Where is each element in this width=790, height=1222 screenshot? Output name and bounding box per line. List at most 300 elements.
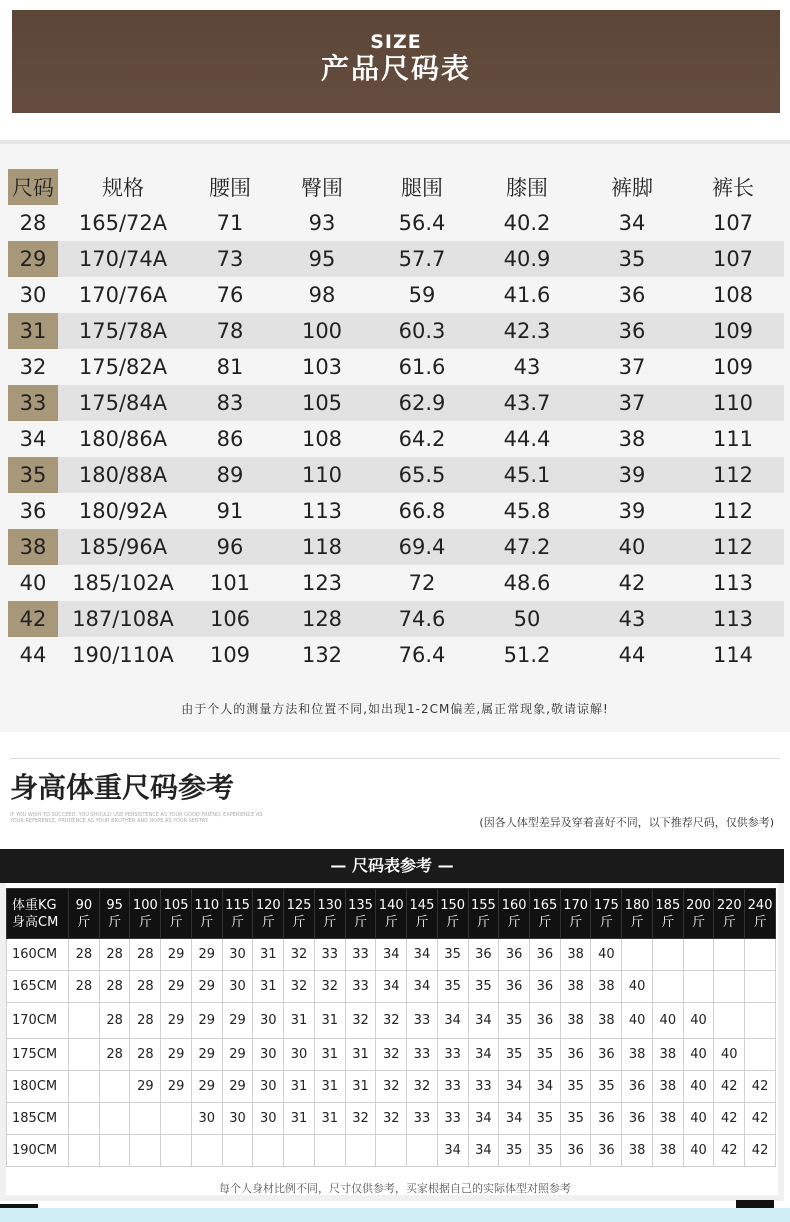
section-divider [10,758,780,759]
size-table-cell: 34 [19,427,47,451]
ref-table-size-cell: 33 [314,939,345,971]
size-table-cell: 113 [301,499,343,523]
size-table-cell: 35 [582,241,682,277]
ref-table-row [7,939,776,971]
size-table-row [8,421,784,457]
size-table-cell: 175/82A [78,355,168,379]
ref-table-size-cell [130,1135,161,1167]
ref-table-weight-header [345,889,376,939]
ref-table-size-cell: 35 [530,1103,561,1135]
size-table-cell: 30 [19,283,47,307]
size-table-cell: 45.8 [503,499,551,523]
ref-table-size-cell: 42 [714,1071,745,1103]
ref-table-weight-header [468,889,499,939]
ref-table-size-cell: 35 [591,1071,622,1103]
decorative-english-text: IF YOU WISH TO SUCCEED, YOU SHOULD USE PERSISTENCE AS YOUR GOOD FRIEND, EXPERIENCE AS YOUR REFERENCE, PRUDENCE AS YOUR BROTHER AND HOPE AS YOUR SENTRY. [10,812,263,824]
header-title-en: SIZE [370,31,422,53]
ref-table-size-cell: 36 [468,939,499,971]
ref-table-size-cell [376,1135,407,1167]
ref-table-size-cell [745,971,776,1003]
size-table-cell: 78 [188,313,272,349]
size-table-cell: 72 [408,571,436,595]
size-table-cell: 132 [301,643,343,667]
ref-table-size-cell: 31 [345,1039,376,1071]
size-table-cell: 51.2 [503,643,551,667]
size-table-row [8,457,784,493]
ref-table-size-cell: 38 [652,1071,683,1103]
ref-table-row [7,1135,776,1167]
ref-table-size-cell: 31 [253,939,284,971]
ref-table-size-cell: 31 [314,1103,345,1135]
weight-value: 90 [75,897,93,913]
ref-table-size-cell: 29 [130,1071,161,1103]
ref-table-size-cell: 33 [437,1039,468,1071]
weight-unit: 斤 [353,914,367,930]
size-table-cell: 44.4 [503,427,551,451]
corner-weight-label: 体重KG [12,897,57,913]
size-table-cell: 40.9 [472,241,582,277]
size-table-cell: 86 [216,427,244,451]
ref-table-size-cell [714,939,745,971]
weight-unit: 斤 [446,914,460,930]
ref-table-height-cell: 170CM [7,1003,69,1039]
ref-table-size-cell [745,1039,776,1071]
ref-table-size-cell: 28 [130,1039,161,1071]
ref-table-height-cell: 175CM [7,1039,69,1071]
size-table-cell: 187/108A [58,601,188,637]
size-table-row [8,241,784,277]
weight-value: 110 [194,897,220,913]
size-table-cell: 76 [216,283,244,307]
size-table-cell: 29 [8,241,58,277]
ref-table-size-cell: 34 [437,1003,468,1039]
ref-table-height-cell: 160CM [7,939,69,971]
ref-table-size-cell: 32 [407,1071,438,1103]
ref-table-size-cell [745,1003,776,1039]
size-table-cell: 112 [712,499,754,523]
weight-value: 115 [225,897,250,913]
size-table-cell: 76.4 [398,643,446,667]
size-table-cell: 50 [472,601,582,637]
weight-unit: 斤 [538,914,552,930]
size-table-cell: 112 [682,529,784,565]
footer-decor-right [736,1200,774,1208]
ref-table-size-cell [683,939,714,971]
size-table-header-cell: 裤脚 [582,169,682,205]
size-table-cell: 112 [682,457,784,493]
ref-table-size-cell [130,1103,161,1135]
size-table-cell: 105 [272,385,372,421]
weight-unit: 斤 [692,914,706,930]
ref-table-weight-header [499,889,530,939]
weight-unit: 斤 [476,914,490,930]
ref-table-size-cell: 31 [284,1071,315,1103]
size-table-header-cell: 膝围 [472,169,582,205]
size-table-cell: 45.1 [472,457,582,493]
ref-table-size-cell [345,1135,376,1167]
weight-value: 185 [655,897,681,913]
ref-table-size-cell: 31 [314,1039,345,1071]
ref-table-size-cell: 35 [499,1135,530,1167]
weight-value: 105 [163,897,189,913]
ref-table-size-cell: 38 [560,971,591,1003]
weight-unit: 斤 [507,914,521,930]
size-table-cell: 61.6 [398,355,446,379]
weight-value: 150 [440,897,466,913]
ref-table-size-cell: 28 [99,1039,130,1071]
ref-table-size-cell: 33 [345,971,376,1003]
weight-value: 145 [409,897,435,913]
ref-table-size-cell: 36 [499,971,530,1003]
ref-table-size-cell: 42 [714,1103,745,1135]
ref-table-size-cell [69,1071,100,1103]
size-table-cell: 100 [272,313,372,349]
ref-table-size-cell: 32 [345,1003,376,1039]
size-table-cell: 60.3 [372,313,472,349]
footer-strip [0,1208,790,1222]
weight-unit: 斤 [630,914,644,930]
size-table-row [8,565,784,601]
ref-table-size-cell: 28 [130,971,161,1003]
size-table-cell: 83 [188,385,272,421]
weight-value: 130 [317,897,343,913]
ref-table-size-cell: 33 [345,939,376,971]
ref-table-size-cell: 34 [407,939,438,971]
ref-table-size-cell: 34 [530,1071,561,1103]
size-table-cell: 180/88A [58,457,188,493]
size-table-cell: 98 [308,283,336,307]
ref-table-size-cell: 36 [560,1039,591,1071]
weight-unit: 斤 [77,914,91,930]
size-table-cell: 74.6 [372,601,472,637]
size-table-cell: 35 [8,457,58,493]
weight-value: 180 [624,897,650,913]
ref-table-row [7,1071,776,1103]
weight-unit: 斤 [384,914,398,930]
ref-table-size-cell: 35 [437,939,468,971]
size-table-cell: 44 [618,643,646,667]
ref-table-size-cell [161,1103,192,1135]
ref-table-weight-header [99,889,130,939]
ref-table-size-cell: 35 [560,1103,591,1135]
ref-table-size-cell: 28 [130,1003,161,1039]
ref-table-size-cell: 31 [284,1003,315,1039]
weight-unit: 斤 [169,914,183,930]
size-table-row [8,349,784,385]
ref-table-size-cell [99,1071,130,1103]
ref-table-size-cell: 35 [437,971,468,1003]
ref-table-weight-header [652,889,683,939]
ref-table-size-cell: 35 [499,1003,530,1039]
ref-table-size-cell [745,939,776,971]
ref-table-size-cell [99,1135,130,1167]
ref-table-size-cell: 34 [468,1003,499,1039]
weight-value: 165 [532,897,558,913]
size-table-cell: 93 [308,211,336,235]
ref-table-size-cell: 40 [683,1071,714,1103]
ref-table-weight-header [161,889,192,939]
size-table-cell: 71 [216,211,244,235]
ref-footer-note: 每个人身材比例不同，尺寸仅供参考，买家根据自己的实际体型对照参考 [219,1182,571,1195]
ref-table-size-cell [69,1135,100,1167]
ref-table-size-cell: 38 [652,1103,683,1135]
size-table-cell: 91 [216,499,244,523]
ref-table-size-cell: 36 [622,1103,653,1135]
ref-table-size-cell: 32 [284,971,315,1003]
size-table-cell: 118 [272,529,372,565]
ref-table-size-cell: 35 [530,1135,561,1167]
ref-table-size-cell: 28 [99,971,130,1003]
size-table-cell: 107 [712,211,754,235]
height-weight-table [6,888,776,1167]
ref-table-size-cell: 34 [407,971,438,1003]
weight-value: 120 [255,897,281,913]
size-table-cell: 185/96A [58,529,188,565]
size-table-cell: 89 [188,457,272,493]
ref-table-size-cell: 40 [622,971,653,1003]
ref-table-size-cell: 34 [468,1135,499,1167]
size-table-row [8,385,784,421]
ref-table-weight-header [683,889,714,939]
ref-table-size-cell: 38 [560,1003,591,1039]
ref-table-size-cell: 38 [591,1003,622,1039]
ref-table-size-cell: 31 [345,1071,376,1103]
ref-table-row [7,1003,776,1039]
ref-table-size-cell: 36 [591,1103,622,1135]
size-table-cell: 32 [19,355,47,379]
ref-table-weight-header [284,889,315,939]
ref-table-size-cell: 32 [345,1103,376,1135]
size-table-row [8,205,784,241]
size-table-cell: 43.7 [472,385,582,421]
ref-table-size-cell: 42 [714,1135,745,1167]
ref-table-size-cell: 40 [683,1039,714,1071]
ref-table-size-cell: 29 [191,1003,222,1039]
ref-table-size-cell: 42 [745,1071,776,1103]
header-title-zh: 产品尺码表 [320,52,471,85]
ref-table-size-cell: 32 [314,971,345,1003]
weight-value: 140 [378,897,404,913]
ref-table-weight-header [191,889,222,939]
size-table-cell: 65.5 [372,457,472,493]
ref-table-size-cell: 38 [652,1039,683,1071]
ref-table-size-cell: 42 [745,1135,776,1167]
weight-unit: 斤 [261,914,275,930]
ref-table-size-cell: 33 [437,1103,468,1135]
ref-table-size-cell: 34 [499,1103,530,1135]
ref-table-size-cell: 35 [530,1039,561,1071]
size-table-cell: 57.7 [372,241,472,277]
size-table-cell: 180/92A [78,499,168,523]
ref-table-size-cell: 28 [69,971,100,1003]
size-table-cell: 190/110A [72,643,174,667]
size-table-cell: 36 [618,283,646,307]
weight-value: 100 [132,897,158,913]
size-table-cell: 64.2 [398,427,446,451]
size-table-cell: 59 [408,283,436,307]
ref-table-size-cell: 30 [253,1003,284,1039]
size-table-cell: 38 [618,427,646,451]
ref-table-size-cell: 36 [530,1003,561,1039]
ref-table-weight-header [560,889,591,939]
ref-table-size-cell: 34 [499,1071,530,1103]
size-table-cell: 165/72A [78,211,168,235]
ref-table-size-cell: 30 [222,971,253,1003]
size-table-cell: 108 [712,283,754,307]
size-table-cell: 42 [8,601,58,637]
ref-table-size-cell: 40 [622,1003,653,1039]
size-table-header-cell: 腿围 [372,169,472,205]
ref-table-size-cell: 29 [191,1039,222,1071]
ref-table-size-cell: 29 [161,1039,192,1071]
size-table-cell: 73 [188,241,272,277]
ref-table-size-cell: 36 [591,1039,622,1071]
ref-table-weight-header [622,889,653,939]
size-table-cell: 34 [618,211,646,235]
ref-table-size-cell [253,1135,284,1167]
ref-table-header [7,889,776,939]
ref-table-size-cell: 40 [683,1003,714,1039]
size-table-row [8,493,784,529]
ref-table-size-cell: 36 [591,1135,622,1167]
ref-table-size-cell [714,1003,745,1039]
size-table-cell: 62.9 [372,385,472,421]
weight-value: 125 [286,897,312,913]
ref-table-size-cell: 33 [437,1071,468,1103]
size-table-cell: 36 [582,313,682,349]
ref-table-size-cell: 31 [314,1003,345,1039]
size-table-cell: 33 [8,385,58,421]
ref-table-size-cell [69,1003,100,1039]
weight-unit: 斤 [722,914,736,930]
ref-table-size-cell: 29 [222,1071,253,1103]
ref-table-size-cell: 32 [376,1103,407,1135]
ref-table-size-cell: 30 [284,1039,315,1071]
ref-section-title: 身高体重尺码参考 [10,771,235,804]
ref-table-size-cell: 29 [191,971,222,1003]
weight-unit: 斤 [200,914,214,930]
ref-table-weight-header [69,889,100,939]
size-table-cell: 43 [582,601,682,637]
size-table-cell: 108 [301,427,343,451]
ref-table-size-cell [161,1135,192,1167]
ref-table-size-cell: 32 [376,1039,407,1071]
ref-table-weight-header [591,889,622,939]
ref-table-row [7,1039,776,1071]
size-table-row [8,601,784,637]
size-table-cell: 113 [712,571,754,595]
ref-table-size-cell: 35 [560,1071,591,1103]
ref-table-size-cell [69,1039,100,1071]
ref-table-size-cell: 36 [530,971,561,1003]
size-table-cell: 180/86A [78,427,168,451]
ref-table-size-cell: 40 [683,1135,714,1167]
ref-table-weight-header [130,889,161,939]
size-table-header-cell: 尺码 [8,169,58,205]
size-table-cell: 38 [8,529,58,565]
size-table-cell: 39 [618,499,646,523]
ref-table-size-cell: 42 [745,1103,776,1135]
weight-unit: 斤 [569,914,583,930]
ref-table-size-cell [69,1103,100,1135]
ref-table-size-cell: 38 [560,939,591,971]
weight-unit: 斤 [138,914,152,930]
ref-table-size-cell: 35 [499,1039,530,1071]
size-table-cell: 175/78A [58,313,188,349]
size-table-row [8,313,784,349]
size-table-header-cell: 臀围 [272,169,372,205]
ref-table-corner [7,889,69,939]
size-table-cell: 31 [8,313,58,349]
ref-table-size-cell [191,1135,222,1167]
size-table-header-cell: 规格 [58,169,188,205]
ref-table-size-cell: 31 [253,971,284,1003]
size-table-cell: 43 [513,355,541,379]
ref-table-size-cell: 40 [683,1103,714,1135]
corner-height-label: 身高CM [12,914,59,930]
ref-table-weight-header [437,889,468,939]
size-table-cell: 47.2 [472,529,582,565]
ref-table-size-cell: 32 [284,939,315,971]
size-table-cell: 128 [272,601,372,637]
ref-table-size-cell [314,1135,345,1167]
header-banner [12,10,780,113]
ref-table-size-cell: 29 [161,971,192,1003]
ref-table-size-cell [222,1135,253,1167]
ref-table-size-cell: 28 [130,939,161,971]
size-table-cell: 56.4 [398,211,446,235]
ref-table-size-cell: 28 [99,1003,130,1039]
ref-table-weight-header [376,889,407,939]
size-table-row [8,637,784,673]
weight-unit: 斤 [108,914,122,930]
size-table-cell: 114 [712,643,754,667]
ref-table-weight-header [314,889,345,939]
size-table-cell: 40.2 [503,211,551,235]
measurement-note: 由于个人的测量方法和位置不同,如出现1-2CM偏差,属正常现象,敬请谅解! [181,702,609,716]
ref-table-size-cell: 34 [468,1039,499,1071]
size-table-cell: 41.6 [503,283,551,307]
ref-table-size-cell: 30 [253,1039,284,1071]
size-table-cell: 42.3 [472,313,582,349]
size-table-cell: 170/76A [78,283,168,307]
ref-table-size-cell: 33 [407,1039,438,1071]
ref-table-size-cell: 35 [468,971,499,1003]
size-table-cell: 81 [216,355,244,379]
ref-table-size-cell: 28 [69,939,100,971]
ref-table-size-cell: 30 [222,939,253,971]
ref-table-height-cell: 185CM [7,1103,69,1135]
size-table-cell: 175/84A [58,385,188,421]
ref-table-size-cell: 32 [376,1003,407,1039]
size-table-cell: 111 [712,427,754,451]
ref-table-size-cell: 30 [253,1103,284,1135]
ref-table-size-cell: 28 [99,939,130,971]
ref-table-weight-header [745,889,776,939]
weight-unit: 斤 [292,914,306,930]
size-table-cell: 110 [682,385,784,421]
size-table-row [8,529,784,565]
ref-table-size-cell [284,1135,315,1167]
ref-table-size-cell: 36 [622,1071,653,1103]
ref-section-note: (因各人体型差异及穿着喜好不同，以下推荐尺码，仅供参考) [479,816,774,829]
ref-table-weight-header [530,889,561,939]
size-table-cell: 109 [209,643,251,667]
weight-unit: 斤 [753,914,767,930]
ref-table-row [7,1103,776,1135]
ref-table-size-cell: 31 [314,1071,345,1103]
size-table-cell: 95 [272,241,372,277]
